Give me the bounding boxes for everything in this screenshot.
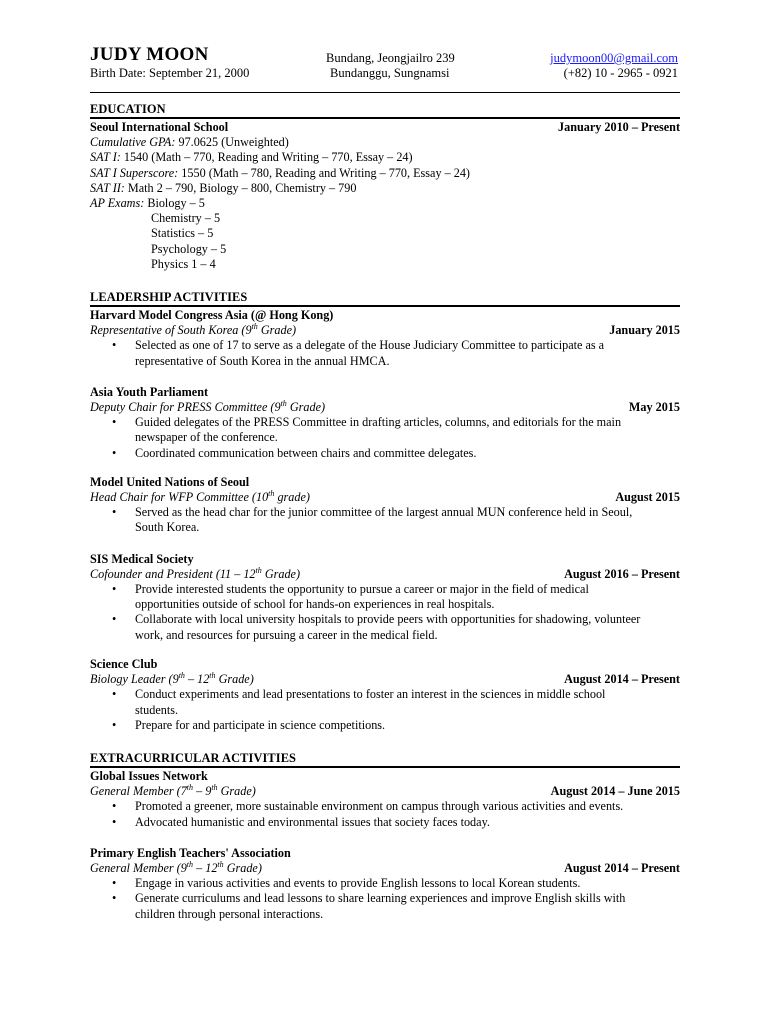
activity-date: January 2015 <box>609 323 680 338</box>
activity-org: Asia Youth Parliament <box>90 384 209 399</box>
ap-exam: Biology – 5 <box>144 196 205 211</box>
section-divider <box>90 117 680 119</box>
activity-org: Global Issues Network <box>90 768 208 783</box>
list-item: • Provide interested students the opportunity to pursue a career or major in the field of medical opportunities outside of school for hands-on experiences in real hospitals. <box>112 582 589 612</box>
section-title-education: EDUCATION <box>90 102 166 116</box>
ap-exam: Physics 1 – 4 <box>151 256 216 271</box>
ap-exam: Statistics – 5 <box>151 226 214 241</box>
sat1-label: SAT I: <box>90 150 121 165</box>
activity-org: Harvard Model Congress Asia (@ Hong Kong) <box>90 308 334 323</box>
address-line-1: Bundang, Jeongjailro 239 <box>326 51 455 65</box>
gpa-line <box>90 135 680 150</box>
ap-exams-line <box>90 196 680 211</box>
activity-entry <box>90 769 680 830</box>
activity-role: Representative of South Korea (9th Grade) <box>90 322 297 338</box>
section-title-leadership: LEADERSHIP ACTIVITIES <box>90 290 248 305</box>
activity-date: August 2016 – Present <box>564 566 680 581</box>
activity-role: Head Chair for WFP Committee (10th grade) <box>90 489 310 505</box>
address-line-2: Bundanggu, Sungnamsi <box>330 66 450 80</box>
school-name: Seoul International School <box>90 120 229 134</box>
sat-superscore-line <box>90 166 680 181</box>
list-item: • Selected as one of 17 to serve as a delegate of the House Judiciary Committee to participate as a representative of South Korea in the annual HMCA. <box>112 338 605 368</box>
activity-entry <box>90 552 680 643</box>
birth-date: Birth Date: September 21, 2000 <box>90 66 250 80</box>
email-link[interactable]: judymoon00@gmail.com <box>550 51 678 65</box>
ap-exams-label: AP Exams: <box>90 196 145 211</box>
sat2-label: SAT II: <box>90 180 125 195</box>
section-divider <box>90 766 680 768</box>
list-item: • Engage in various activities and events to provide English lessons to local Korean students. <box>112 876 581 891</box>
list-item: • Prepare for and participate in science competitions. <box>112 717 386 732</box>
activity-entry <box>90 308 680 369</box>
section-title-extracurricular: EXTRACURRICULAR ACTIVITIES <box>90 750 297 765</box>
list-item: • Promoted a greener, more sustainable environment on campus through various activities and events. <box>112 799 624 814</box>
sat1-value: 1540 (Math – 770, Reading and Writing – 770, Essay – 24) <box>120 150 413 165</box>
resume-body <box>90 101 680 922</box>
sat1-line <box>90 150 680 165</box>
activity-entry <box>90 475 680 536</box>
header-divider <box>90 92 680 93</box>
list-item: • Advocated humanistic and environmental issues that society faces today. <box>112 814 490 829</box>
activity-role: Deputy Chair for PRESS Committee (9th Grade) <box>90 398 326 415</box>
activity-role: Cofounder and President (11 – 12th Grade) <box>90 565 301 581</box>
gpa-label: Cumulative GPA: <box>90 135 176 150</box>
sat-superscore-value: 1550 (Math – 780, Reading and Writing – 770, Essay – 24) <box>178 165 470 180</box>
activity-date: August 2014 – June 2015 <box>550 784 680 799</box>
resume-header <box>90 44 678 88</box>
list-item: • Coordinated communication between chairs and committee delegates. <box>112 445 477 460</box>
sat2-value: Math 2 – 790, Biology – 800, Chemistry – 790 <box>124 180 357 195</box>
gpa-value: 97.0625 (Unweighted) <box>175 135 289 150</box>
section-divider <box>90 305 680 307</box>
ap-exam: Psychology – 5 <box>151 241 227 256</box>
activity-date: August 2015 <box>615 490 680 505</box>
activity-entry <box>90 657 680 733</box>
activity-org: Primary English Teachers' Association <box>90 845 291 860</box>
activity-date: August 2014 – Present <box>564 860 680 875</box>
list-item: • Conduct experiments and lead presentations to foster an interest in the sciences in middle school students. <box>112 687 606 717</box>
activity-date: August 2014 – Present <box>564 672 680 687</box>
sat2-line <box>90 181 680 196</box>
list-item: • Served as the head char for the junior committee of the largest annual MUN conference held in Seoul, South Korea. <box>112 505 633 535</box>
activity-org: SIS Medical Society <box>90 551 194 566</box>
activity-entry <box>90 846 680 922</box>
applicant-name: JUDY MOON <box>90 44 209 65</box>
activity-role: General Member (9th – 12th Grade) <box>90 859 262 875</box>
phone-number: (+82) 10 - 2965 - 0921 <box>563 66 678 80</box>
activity-role: General Member (7th – 9th Grade) <box>90 783 256 799</box>
school-dates: January 2010 – Present <box>558 120 680 134</box>
list-item: • Generate curriculums and lead lessons to share learning experiences and improve English skills with children through personal interactions. <box>112 891 626 921</box>
activity-role: Biology Leader (9th – 12th Grade) <box>90 671 254 687</box>
list-item: • Collaborate with local university hospitals to provide peers with opportunities for shadowing, volunteer work, and resources for pursuing a career in the medical field. <box>112 612 641 642</box>
activity-date: May 2015 <box>628 400 680 415</box>
ap-exam: Chemistry – 5 <box>151 211 221 226</box>
education-entry <box>90 120 680 272</box>
activity-org: Science Club <box>90 656 158 671</box>
list-item: • Guided delegates of the PRESS Committee in drafting articles, columns, and editorials for the main newspaper of the conference. <box>112 415 622 445</box>
activity-org: Model United Nations of Seoul <box>90 474 250 489</box>
sat-superscore-label: SAT I Superscore: <box>90 165 179 180</box>
activity-entry <box>90 385 680 461</box>
